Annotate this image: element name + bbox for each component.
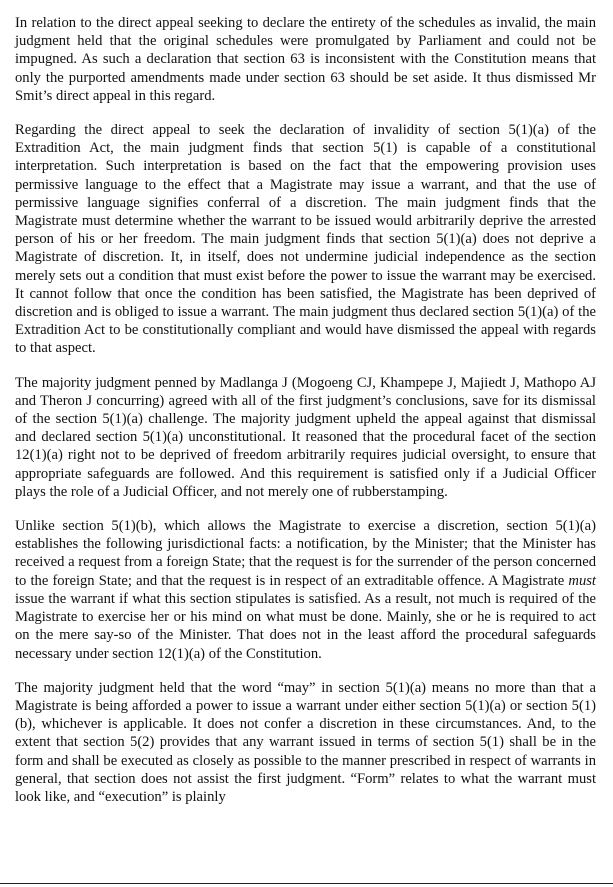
paragraph-majority-judgment: The majority judgment penned by Madlanga J (Mogoeng CJ, Khampepe J, Majiedt J, Mathopo AJ and Theron J concurring) agreed with all of the first judgment’s conclusions, save for its dismissal of the section 5(1)(a) challenge. The majority judgment upheld the appeal against that dismissal and declared section 5(1)(a) unconstitutional. It reasoned that the procedural facet of the section 12(1)(a) right not to be deprived of freedom arbitrarily requires judicial oversight, to ensure that appropriate safeguards are followed. And this requirement is satisfied only if a Judicial Officer plays the role of a Judicial Officer, and not merely one of rubberstamping. [15,374,596,500]
paragraph-word-may: The majority judgment held that the word “may” in section 5(1)(a) means no more than that a Magistrate is being afforded a power to issue a warrant under either section 5(1)(a) or section 5(1)(b), whichever is applicable. It does not confer a discretion in these circumstances. And, to the extent that section 5(2) provides that any warrant issued in terms of section 5(1) shall be in the form and shall be executed as closely as possible to the manner prescribed in respect of warrants in general, that section does not assist the first judgment. “Form” relates to what the warrant must look like, and “execution” is plainly [15,679,596,805]
emphasis-must: must [568,572,596,589]
paragraph-schedules-appeal: In relation to the direct appeal seeking to declare the entirety of the schedules as invalid, the main judgment held that the original schedules were promulgated by Parliament and could not be impugned. As such a declaration that section 63 is inconsistent with the Constitution means that only the purported amendments made under section 63 should be set aside. It thus dismissed Mr Smit’s direct appeal in this regard. [15,15,596,104]
paragraph-text-before-emphasis: Unlike section 5(1)(b), which allows the Magistrate to exercise a discretion, section 5(1)(a) establishes the following jurisdictional facts: a notification, by the Minister; that the Minister has received a request from a foreign State; that the request is for the surrender of the person concerned to the foreign State; and that the request is in respect of an extraditable offence. A Magistrate [15,518,596,589]
paragraph-text-after-emphasis: issue the warrant if what this section stipulates is satisfied. As a result, not much is required of the Magistrate to exercise her or his mind on what must be done. Mainly, she or he is required to act on the mere say-so of the Minister. That does not in the least afford the procedural safeguards necessary under section 12(1)(a) of the Constitution. [15,590,596,662]
document-page [15,14,596,822]
paragraph-jurisdictional-facts [15,517,596,663]
page-bottom-rule [0,883,613,884]
paragraph-section-5-1-a-main-judgment: Regarding the direct appeal to seek the declaration of invalidity of section 5(1)(a) of the Extradition Act, the main judgment finds that section 5(1) is capable of a constitutional interpretation. Such interpretation is based on the fact that the empowering provision uses permissive language to the effect that a Magistrate may issue a warrant, and that the use of permissive language signifies conferral of a discretion. The main judgment finds that the Magistrate must determine whether the warrant to be issued would arbitrarily deprive the arrested person of his or her freedom. The main judgment finds that section 5(1)(a) does not deprive a Magistrate of discretion. It, in itself, does not undermine judicial independence as the section merely sets out a condition that must exist before the power to issue the warrant may be exercised. It cannot follow that once the condition has been satisfied, the Magistrate has been deprived of discretion and is obliged to issue a warrant. The main judgment thus declared section 5(1)(a) of the Extradition Act to be constitutionally compliant and would have dismissed the appeal with regards to that aspect. [15,122,596,357]
